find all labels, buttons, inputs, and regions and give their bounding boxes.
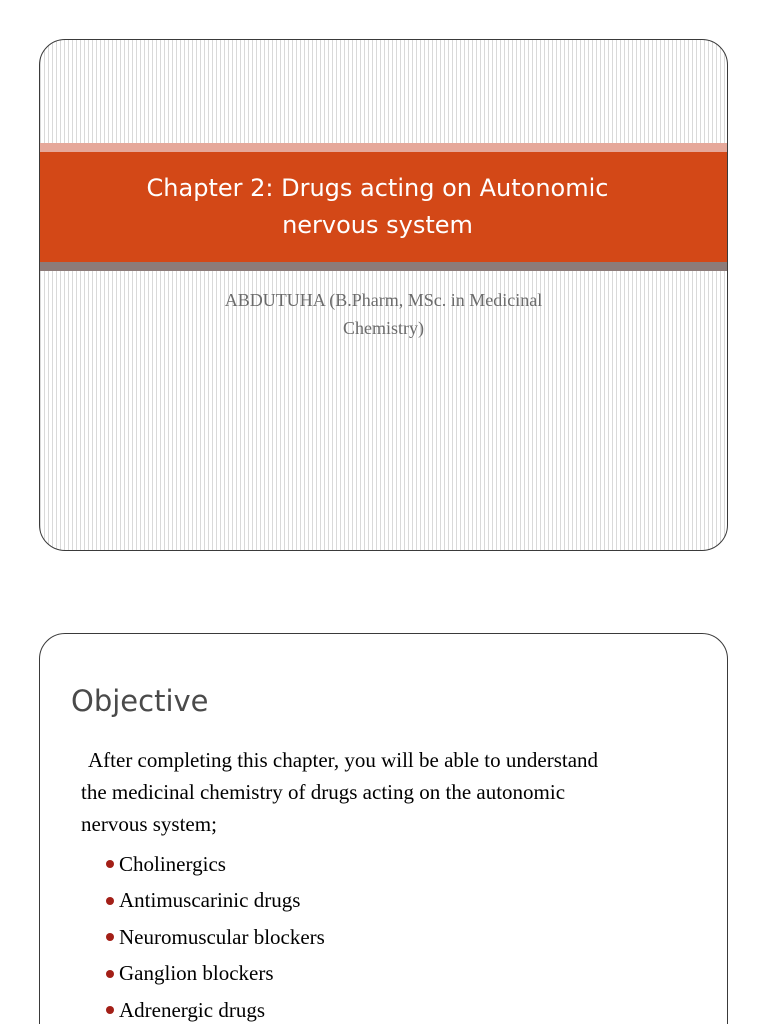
objective-bullet-list	[106, 846, 325, 1024]
bullet-text: Neuromuscular blockers	[119, 924, 325, 949]
bullet-item	[106, 956, 325, 993]
bullet-item	[106, 919, 325, 956]
bullet-dot-icon	[106, 897, 114, 905]
intro-line-1: After completing this chapter, you will be able to understand	[88, 748, 599, 772]
bullet-text: Antimuscarinic drugs	[119, 888, 301, 913]
bullet-text: Adrenergic drugs	[119, 997, 265, 1022]
intro-line-3: nervous system;	[81, 812, 217, 836]
slide-title-line-1: Chapter 2: Drugs acting on Autonomic	[146, 174, 609, 202]
title-band	[40, 152, 727, 262]
subtitle-line-2: Chemistry)	[343, 318, 424, 338]
objective-intro	[81, 744, 701, 840]
bullet-item	[106, 992, 325, 1024]
slide-subtitle	[40, 286, 727, 342]
bullet-dot-icon	[106, 933, 114, 941]
objective-heading: Objective	[71, 684, 209, 718]
slide-title	[98, 170, 658, 244]
title-band-top-stripe	[40, 143, 727, 152]
bullet-dot-icon	[106, 970, 114, 978]
intro-line-2: the medicinal chemistry of drugs acting on the autonomic	[81, 780, 566, 804]
title-slide	[39, 39, 728, 551]
bullet-text: Ganglion blockers	[119, 961, 274, 986]
bullet-dot-icon	[106, 860, 114, 868]
slide-title-line-2: nervous system	[282, 211, 473, 239]
title-band-bottom-stripe	[40, 262, 727, 271]
bullet-text: Cholinergics	[119, 851, 226, 876]
bullet-item	[106, 883, 325, 920]
bullet-dot-icon	[106, 1006, 114, 1014]
bullet-item	[106, 846, 325, 883]
objective-slide	[39, 633, 728, 1024]
subtitle-line-1: ABDUTUHA (B.Pharm, MSc. in Medicinal	[224, 290, 543, 310]
